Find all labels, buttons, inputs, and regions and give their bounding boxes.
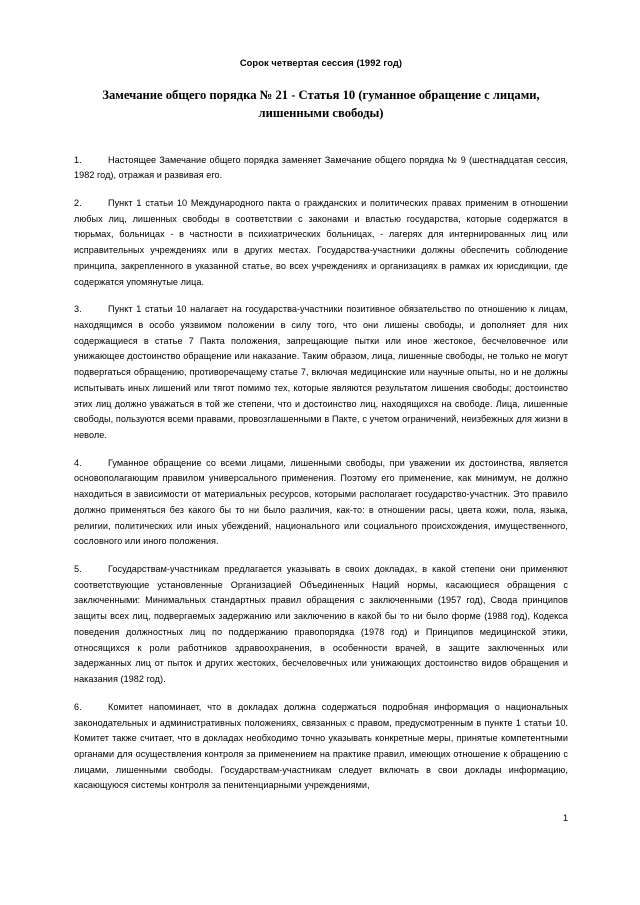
paragraph-number: 3. bbox=[74, 304, 82, 315]
page-number: 1 bbox=[562, 813, 568, 823]
paragraph-text: Настоящее Замечание общего порядка заменяет Замечание общего порядка № 9 (шестнадцатая сессия, 1982 год), отражая и развивая его. bbox=[74, 154, 568, 181]
paragraph-6 bbox=[74, 700, 568, 794]
paragraph-text: Комитет напоминает, что в докладах должна содержаться подробная информация о национальных законодательных и административных положениях, связанных с правом, предусмотренным в пункте 1 статьи 10. Комитет также считает, что в докладах необходимо точно указывать конкретные меры, принятые компетентными органами для осуществления контроля за применением на практике правил, имеющих отношение к обращению с лицами, лишенными свободы. Государствам-участникам следует включать в свои доклады информацию, касающуюся системы контроля за пенитенциарными учреждениями, bbox=[74, 701, 568, 791]
paragraph-number: 2. bbox=[74, 197, 82, 208]
paragraph-3 bbox=[74, 302, 568, 443]
paragraph-4 bbox=[74, 456, 568, 550]
paragraph-text: Пункт 1 статьи 10 налагает на государства-участники позитивное обязательство по отношению к лицам, находящимся в особо уязвимом положении в силу того, что они лишены свободы, и дополняет для них содержащиеся в статье 7 Пакта положения, запрещающие пытки или иное жестокое, бесчеловечное или унижающее достоинство обращение или наказание. Таким образом, лица, лишенные свободы, не только не могут подвергаться обращению, противоречащему статье 7, включая медицинские или научные опыты, но и не должны испытывать иных лишений или тягот помимо тех, которые являются результатом лишения свободы; достоинство этих лиц должно уважаться в той же степени, что и достоинство лиц, находящихся на свободе. Лица, лишенные свободы, пользуются всеми правами, провозглашенными в Пакте, с учетом ограничений, неизбежных для жизни в неволе. bbox=[74, 304, 568, 440]
paragraph-number: 5. bbox=[74, 564, 82, 575]
paragraph-number: 1. bbox=[74, 154, 82, 165]
paragraph-number: 6. bbox=[74, 701, 82, 712]
page-title: Замечание общего порядка № 21 - Статья 10 (гуманное обращение с лицами, лишенными свободы) bbox=[102, 88, 540, 121]
session-heading: Сорок четвертая сессия (1992 год) bbox=[239, 58, 403, 68]
paragraph-text: Государствам-участникам предлагается указывать в своих докладах, в какой степени они применяют соответствующие установленные Организацией Объединенных Наций нормы, касающиеся обращения с заключенными: Минимальных стандартных правил обращения с заключенными (1957 год), Свода принципов защиты всех лиц, подвергаемых задержанию или заключению в какой бы то ни было форме (1988 год), Кодекса поведения должностных лиц по поддержанию правопорядка (1978 год) и Принципов медицинской этики, относящихся к роли работников здравоохранения, в особенности врачей, в защите заключенных или задержанных лиц от пыток и других жестоких, бесчеловечных или унижающих достоинство видов обращения и наказания (1982 год). bbox=[74, 564, 568, 685]
paragraph-5 bbox=[74, 562, 568, 688]
paragraph-1 bbox=[74, 153, 568, 184]
paragraph-text: Гуманное обращение со всеми лицами, лишенными свободы, при уважении их достоинства, является основополагающим правилом универсального применения. Поэтому его применение, как минимум, не должно находиться в зависимости от материальных ресурсов, которыми располагает государство-участник. Это правило должно применяться без какого бы то ни было различия, как-то: в отношении расы, цвета кожи, пола, языка, религии, политических или иных убеждений, национального или социального происхождения, имущественного, сословного или иного положения. bbox=[74, 457, 568, 547]
document-body bbox=[74, 58, 568, 806]
paragraph-number: 4. bbox=[74, 457, 82, 468]
paragraph-2 bbox=[74, 196, 568, 290]
paragraph-text: Пункт 1 статьи 10 Международного пакта о гражданских и политических правах применим в отношении любых лиц, лишенных свободы в соответствии с законами и властью государства, которые содержатся в тюрьмах, больницах - в частности в психиатрических больницах, - лагерях для интернированных лиц или исправительных учреждениях или в других местах. Государства-участники должны обеспечить соблюдение принципа, закрепленного в указанной статье, во всех учреждениях и организациях в рамках их юрисдикции, где содержатся упомянутые лица. bbox=[74, 197, 568, 287]
